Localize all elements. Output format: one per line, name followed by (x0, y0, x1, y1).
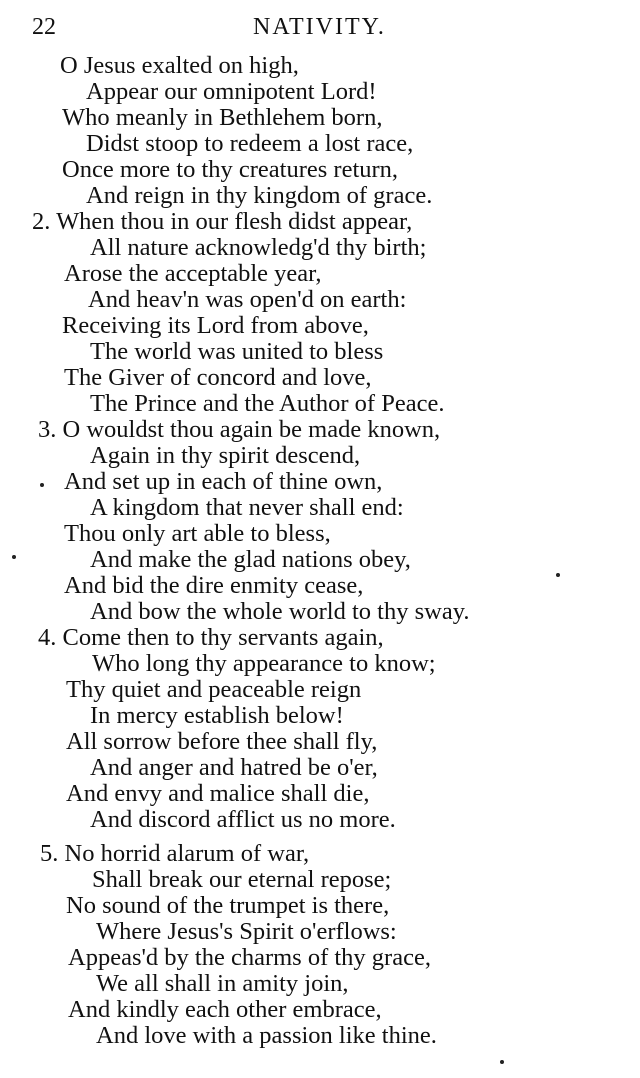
verse-line: The Prince and the Author of Peace. (90, 390, 445, 417)
verse-line: And anger and hatred be o'er, (90, 754, 378, 781)
verse-line: No sound of the trumpet is there, (66, 892, 390, 919)
verse-line: And set up in each of thine own, (64, 468, 383, 495)
verse-line: And love with a passion like thine. (96, 1022, 437, 1049)
verse-line: Shall break our eternal repose; (92, 866, 392, 893)
verse-line: Thou only art able to bless, (64, 520, 331, 547)
ink-speck (40, 483, 44, 487)
verse-line: Receiving its Lord from above, (62, 312, 369, 339)
verse-line (32, 209, 412, 235)
verse-line: And bow the whole world to thy sway. (90, 598, 470, 625)
verse-line: The world was united to bless (90, 338, 384, 365)
page-number: 22 (32, 14, 56, 40)
running-title: NATIVITY. (253, 14, 386, 40)
verse-line: Appeas'd by the charms of thy grace, (68, 944, 431, 971)
verse-line: Didst stoop to redeem a lost race, (86, 130, 414, 157)
page-header (28, 12, 628, 42)
verse-line-text: O wouldst thou again be made known, (62, 416, 441, 443)
verse-line: All sorrow before thee shall fly, (66, 728, 378, 755)
verse-line: Again in thy spirit descend, (90, 442, 361, 469)
verse-line: Once more to thy creatures return, (62, 156, 399, 183)
ink-speck (12, 555, 16, 559)
verse-line (38, 625, 384, 651)
verse-line: Where Jesus's Spirit o'erflows: (96, 918, 397, 945)
verse-line: And reign in thy kingdom of grace. (86, 182, 433, 209)
ink-speck (556, 573, 560, 577)
verse-line: Who long thy appearance to know; (92, 650, 436, 677)
stanza-number: 4. (38, 624, 57, 651)
verse-line: And discord afflict us no more. (90, 806, 396, 833)
verse-line: And envy and malice shall die, (66, 780, 370, 807)
verse-line: O Jesus exalted on high, (60, 52, 299, 79)
verse-line: A kingdom that never shall end: (90, 494, 404, 521)
verse-line: Thy quiet and peaceable reign (66, 676, 362, 703)
verse-line-text: When thou in our flesh didst appear, (56, 208, 413, 235)
verse-line (40, 841, 309, 867)
verse-line: Arose the acceptable year, (64, 260, 322, 287)
verse-line: Who meanly in Bethlehem born, (62, 104, 383, 131)
stanza-number: 2. (32, 208, 51, 235)
verse-line: And heav'n was open'd on earth: (88, 286, 407, 313)
verse-line: Appear our omnipotent Lord! (86, 78, 377, 105)
stanza-number: 5. (40, 840, 59, 867)
verse-line: We all shall in amity join, (96, 970, 349, 997)
verse-line-text: No horrid alarum of war, (64, 840, 310, 867)
verse-line: The Giver of concord and love, (64, 364, 372, 391)
ink-speck (500, 1060, 504, 1064)
verse-line: In mercy establish below! (90, 702, 344, 729)
verse-line-text: Come then to thy servants again, (62, 624, 384, 651)
stanza-number: 3. (38, 416, 57, 443)
verse-line (38, 417, 440, 443)
verse-line: And make the glad nations obey, (90, 546, 411, 573)
verse-line: All nature acknowledg'd thy birth; (90, 234, 427, 261)
verse-line: And bid the dire enmity cease, (64, 572, 364, 599)
verse-line: And kindly each other embrace, (68, 996, 382, 1023)
